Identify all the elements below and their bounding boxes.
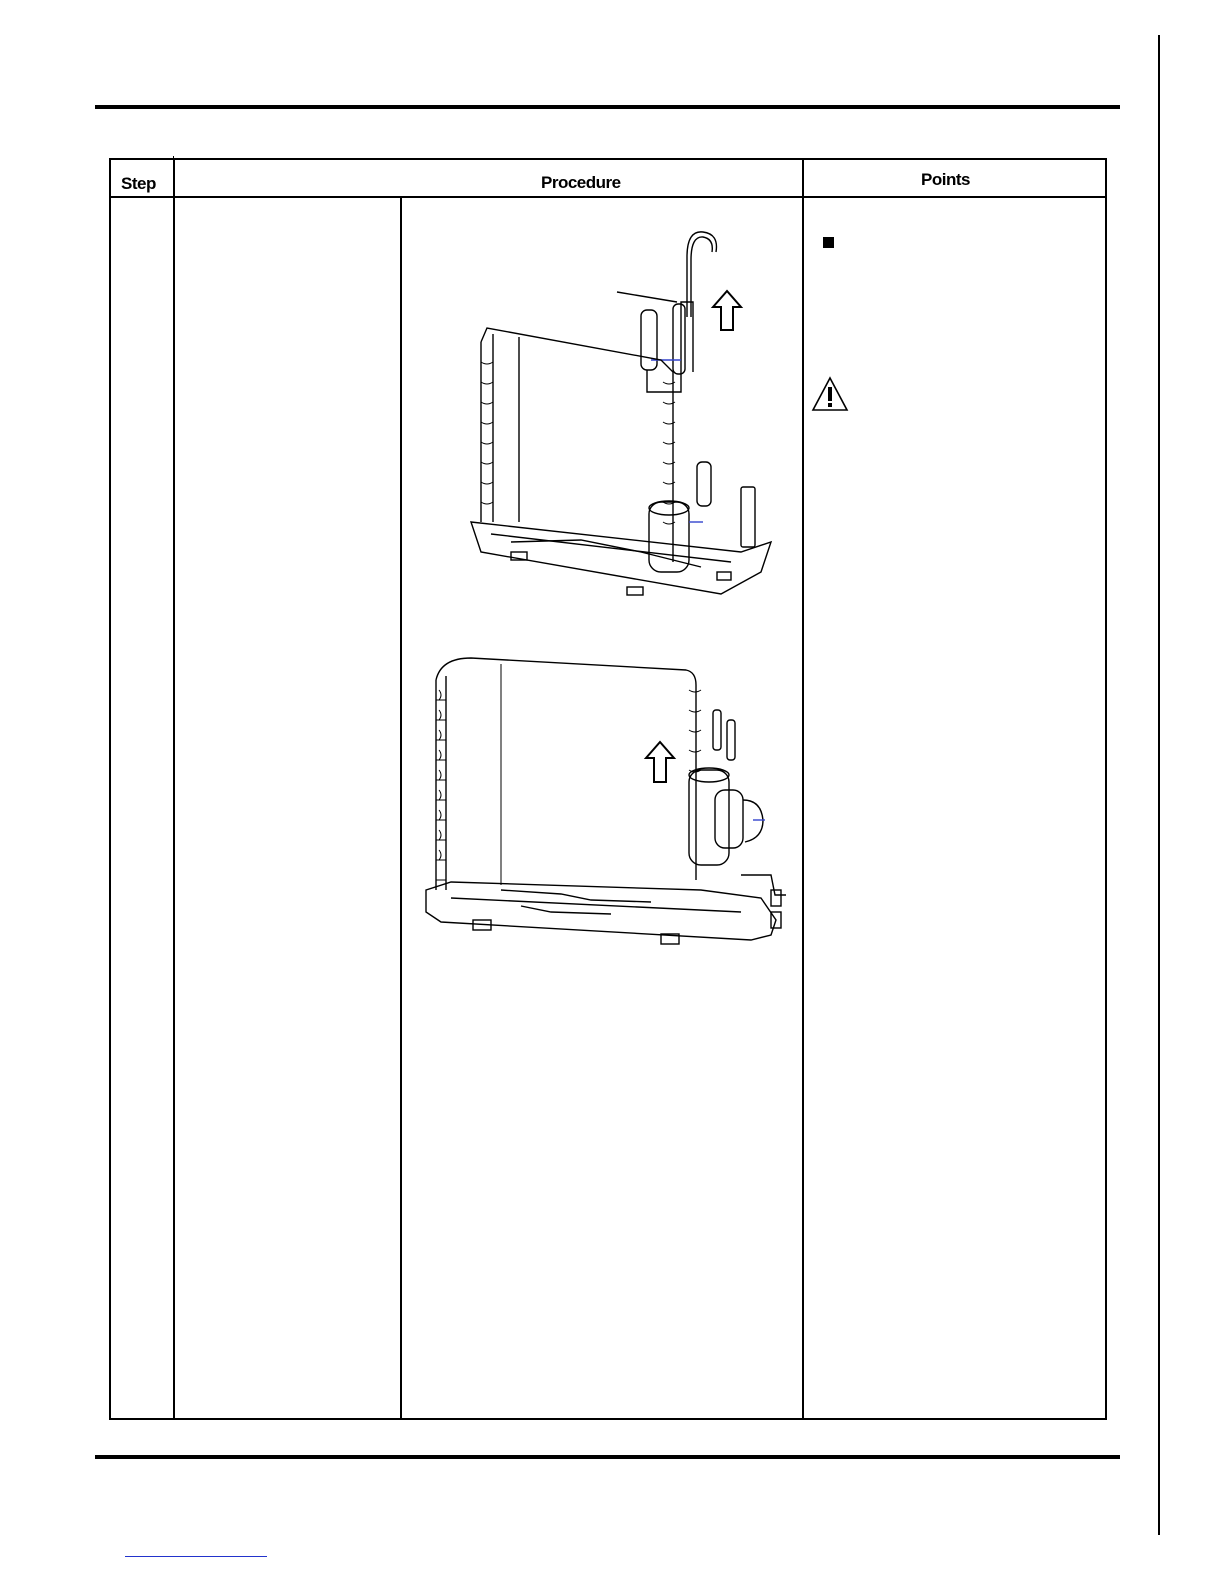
procedure-inner-divider [400, 197, 402, 1418]
procedure-table [109, 158, 1107, 1420]
points-header: Points [921, 170, 970, 189]
footer-link-underline[interactable] [125, 1556, 267, 1557]
margin-rule [1158, 35, 1160, 1535]
lift-arrow-icon [646, 742, 674, 782]
base-pan [471, 522, 771, 594]
caution-icon [811, 376, 849, 412]
step-column-divider [173, 160, 175, 1418]
outdoor-unit-piping-figure [441, 222, 791, 602]
procedure-header: Procedure [541, 173, 621, 192]
square-bullet-icon [823, 237, 834, 248]
compressor [689, 770, 729, 865]
valve-bracket [741, 487, 755, 547]
footer-rule [95, 1455, 1120, 1459]
lift-arrow-icon [713, 291, 741, 330]
header-row-divider [111, 196, 1105, 198]
header-rule [95, 105, 1120, 109]
step-header: Step [121, 174, 156, 193]
outdoor-unit-compressor-figure [411, 650, 796, 950]
leader-line [617, 292, 677, 302]
points-column-divider [802, 160, 804, 1418]
accumulator [641, 310, 657, 370]
